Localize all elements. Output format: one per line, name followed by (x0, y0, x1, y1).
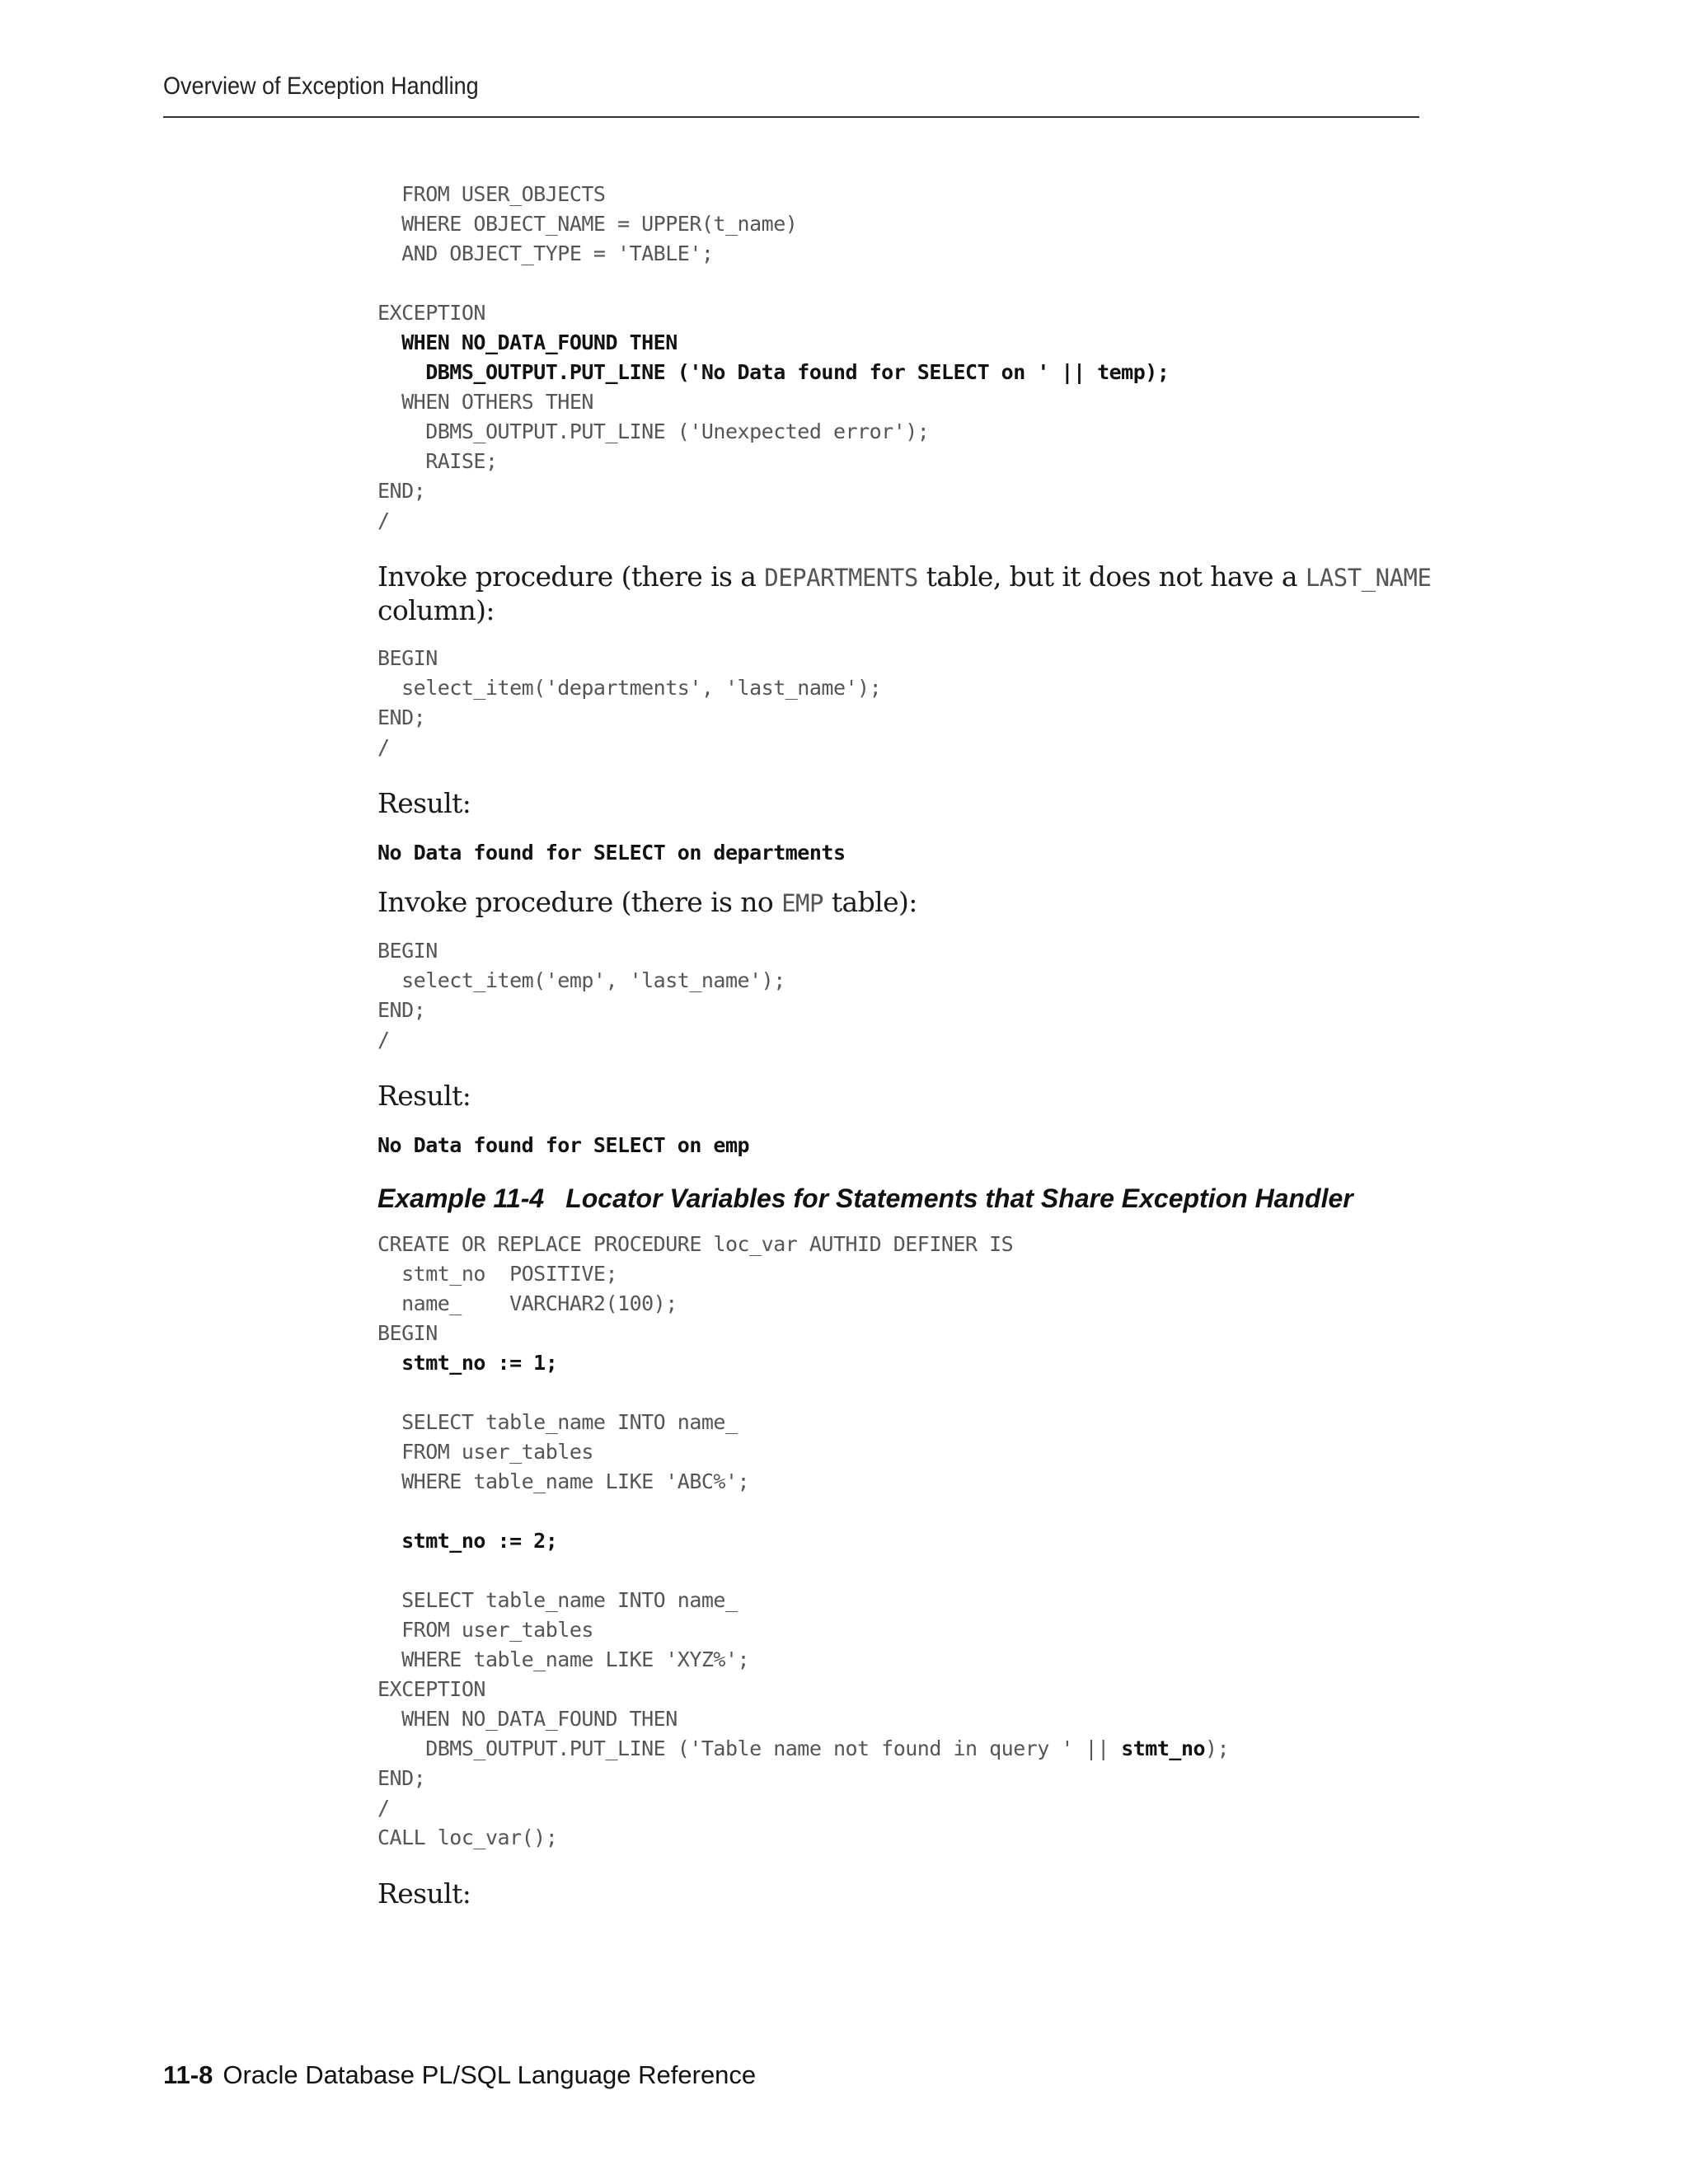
result-label-3: Result: (377, 1877, 471, 1910)
invoke-departments-paragraph (377, 560, 1449, 627)
invoke-emp-paragraph (377, 886, 1449, 920)
code-line (377, 735, 390, 759)
code-line-text: BEGIN (377, 1321, 438, 1345)
code-line-text: WHEN NO_DATA_FOUND THEN (377, 330, 678, 354)
code-line-text: WHERE table_name LIKE 'ABC%'; (377, 1469, 750, 1493)
code-line-text: / (377, 509, 390, 532)
code-line-text: SELECT table_name INTO name_ (377, 1410, 738, 1434)
invoke-emp-post: table): (823, 886, 917, 918)
example-heading (377, 1182, 1449, 1215)
code-line-text: WHERE OBJECT_NAME = UPPER(t_name) (377, 212, 798, 236)
code-line-text: WHERE table_name LIKE 'XYZ%'; (377, 1647, 750, 1671)
code-line-text: RAISE; (377, 449, 498, 473)
running-header: Overview of Exception Handling (163, 73, 479, 100)
code-line-text: BEGIN (377, 939, 438, 963)
code-line (377, 1588, 738, 1612)
code-line-text: EXCEPTION (377, 1677, 485, 1701)
page-footer (163, 2060, 756, 2090)
code-line (377, 182, 605, 206)
code-line (377, 1440, 593, 1464)
result-label: Result: (377, 787, 471, 819)
invoke-text-post: column): (377, 594, 495, 626)
code-line (377, 1351, 557, 1375)
code-line-text: select_item('emp', 'last_name'); (377, 968, 785, 992)
result-label-2: Result: (377, 1080, 471, 1112)
code-line-text: END; (377, 705, 426, 729)
code-line-text: AND OBJECT_TYPE = 'TABLE'; (377, 241, 714, 265)
code-line-text: DBMS_OUTPUT.PUT_LINE ('No Data found for SELECT on ' || temp); (377, 360, 1170, 384)
code-line-text: CALL loc_var(); (377, 1825, 558, 1849)
code-line (377, 1232, 1013, 1256)
page-number: 11-8 (163, 2060, 213, 2089)
code-block-exception-handler (377, 180, 1449, 536)
emp-code: EMP (781, 889, 823, 917)
code-block-invoke-departments (377, 644, 1449, 762)
code-line (377, 1410, 738, 1434)
code-line-text: SELECT table_name INTO name_ (377, 1588, 738, 1612)
code-line (377, 968, 785, 992)
code-line (377, 1291, 678, 1315)
code-line-text: / (377, 1796, 390, 1820)
code-line (377, 1469, 749, 1493)
code-line (377, 646, 438, 670)
code-line (377, 1618, 593, 1642)
code-line-text: name_ VARCHAR2(100); (377, 1291, 678, 1315)
example-title: Locator Variables for Statements that Share Exception Handler (565, 1183, 1353, 1213)
code-line-text: BEGIN (377, 646, 438, 670)
code-line (377, 241, 713, 265)
code-line-text: END; (377, 998, 426, 1022)
code-line-text: END; (377, 1766, 426, 1790)
code-line-text: FROM USER_OBJECTS (377, 182, 606, 206)
code-line (377, 998, 425, 1022)
code-line (377, 1647, 749, 1671)
code-line-text: CREATE OR REPLACE PROCEDURE loc_var AUTHID DEFINER IS (377, 1232, 1014, 1256)
code-line-bold-part: stmt_no (1121, 1736, 1206, 1760)
code-line (377, 1766, 425, 1790)
code-line (377, 1677, 485, 1701)
code-line-text: stmt_no := 2; (377, 1529, 558, 1553)
invoke-text-pre: Invoke procedure (there is a (377, 560, 765, 593)
code-line (377, 1796, 390, 1820)
header-rule (163, 116, 1419, 118)
code-line-text: FROM user_tables (377, 1440, 593, 1464)
departments-code: DEPARTMENTS (764, 564, 918, 592)
code-line (377, 705, 425, 729)
code-block-invoke-emp (377, 936, 1449, 1055)
page-content (377, 180, 1449, 1910)
code-line (377, 676, 881, 700)
code-line (377, 1262, 617, 1286)
code-block-loc-var (377, 1230, 1449, 1853)
result-output-emp: No Data found for SELECT on emp (377, 1133, 750, 1157)
code-line (377, 509, 390, 532)
code-line (377, 479, 425, 503)
code-line-text: stmt_no := 1; (377, 1351, 558, 1375)
code-line-text: / (377, 735, 390, 759)
code-line (377, 360, 1169, 384)
code-line (377, 1825, 557, 1849)
code-line (377, 1736, 1229, 1760)
code-line (377, 1529, 557, 1553)
code-line (377, 419, 929, 443)
code-line-text: WHEN OTHERS THEN (377, 390, 593, 414)
code-line-tail: ); (1205, 1736, 1230, 1760)
code-line (377, 1707, 678, 1731)
invoke-emp-pre: Invoke procedure (there is no (377, 886, 782, 918)
example-number: Example 11-4 (377, 1183, 545, 1213)
code-line-text: WHEN NO_DATA_FOUND THEN (377, 1707, 678, 1731)
code-line-text: DBMS_OUTPUT.PUT_LINE ('Unexpected error'); (377, 419, 930, 443)
code-line (377, 449, 498, 473)
code-line-text: / (377, 1028, 390, 1052)
code-line-text: DBMS_OUTPUT.PUT_LINE ('Table name not found in query ' || (377, 1736, 1122, 1760)
code-line (377, 330, 678, 354)
code-line (377, 1028, 390, 1052)
result-output-departments: No Data found for SELECT on departments (377, 841, 846, 865)
code-line (377, 301, 485, 325)
book-title: Oracle Database PL/SQL Language Reference (223, 2060, 757, 2089)
code-line (377, 939, 438, 963)
last-name-code: LAST_NAME (1305, 564, 1432, 592)
invoke-text-mid: table, but it does not have a (917, 560, 1306, 593)
code-line-text: select_item('departments', 'last_name'); (377, 676, 882, 700)
code-line (377, 390, 593, 414)
code-line-text: FROM user_tables (377, 1618, 593, 1642)
code-line-text: stmt_no POSITIVE; (377, 1262, 618, 1286)
code-line-text: EXCEPTION (377, 301, 485, 325)
code-line (377, 212, 797, 236)
code-line (377, 1321, 438, 1345)
code-line-text: END; (377, 479, 426, 503)
